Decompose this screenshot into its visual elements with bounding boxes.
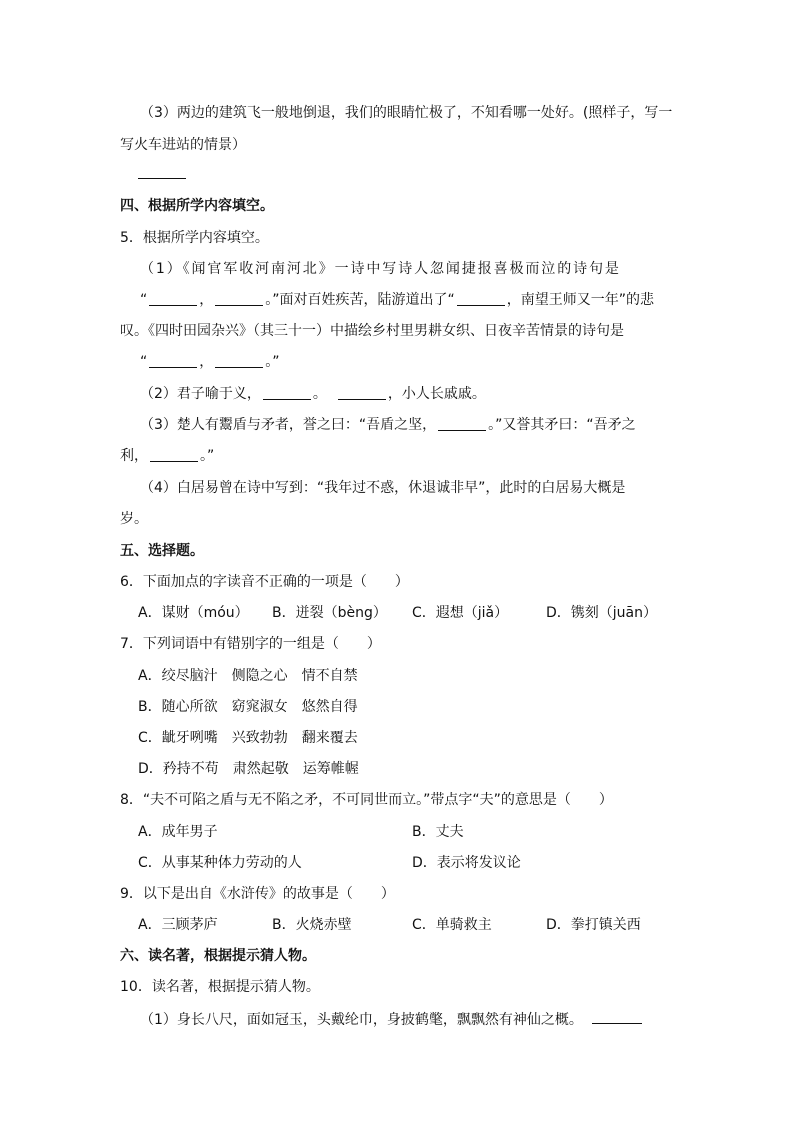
q5-2-c: ，小人长戚戚。 [387, 386, 486, 402]
q5-2-a: （2）君子喻于义， [140, 386, 261, 402]
answer-blank[interactable] [338, 385, 386, 400]
answer-blank[interactable] [150, 447, 198, 462]
q8-stem: 8．“夫不可陷之盾与无不陷之矛，不可同世而立。”带点字“夫”的意思是（ ） [120, 792, 613, 808]
q5-1-line2-c: 。”面对百姓疾苦，陆游道出了“ [265, 292, 455, 308]
answer-blank[interactable] [215, 353, 263, 368]
answer-blank[interactable] [138, 178, 186, 179]
q7-stem: 7．下列词语中有错别字的一组是（ ） [120, 636, 381, 652]
q7-option-b[interactable]: B．随心所欲 窈窕淑女 悠然自得 [138, 699, 358, 715]
q5-3-line2 [120, 446, 214, 466]
q6-option-d[interactable]: D．镌刻（juān） [546, 605, 657, 621]
q9-option-a[interactable]: A．三顾茅庐 [138, 917, 218, 933]
section4-heading: 四、根据所学内容填空。 [120, 198, 274, 214]
q5-3-line1-b: 。”又誉其矛曰：“吾矛之 [488, 417, 636, 433]
q6-option-b[interactable]: B．迸裂（bèng） [272, 605, 387, 621]
q5-1-line4-a: “ [140, 354, 148, 370]
q3-example-line1: （3）两边的建筑飞一般地倒退，我们的眼睛忙极了，不知看哪一处好。(照样子，写一 [140, 105, 673, 121]
q5-3-line1 [140, 415, 636, 435]
q6-option-c[interactable]: C．遐想（jiǎ） [412, 605, 509, 621]
q5-1-line2-d: ，南望王师又一年”的悲 [506, 292, 655, 308]
answer-blank[interactable] [215, 291, 263, 306]
q10-1-text: （1）身长八尺，面如冠玉，头戴纶巾，身披鹤氅，飘飘然有神仙之概。 [140, 1012, 583, 1028]
q8-option-d[interactable]: D．表示将发议论 [412, 855, 521, 871]
answer-blank[interactable] [149, 291, 197, 306]
q5-title: 5．根据所学内容填空。 [120, 230, 269, 246]
answer-blank[interactable] [263, 385, 311, 400]
q5-2-b: 。 [312, 386, 327, 402]
q6-stem: 6．下面加点的字读音不正确的一项是（ ） [120, 574, 409, 590]
q5-1-line2 [140, 290, 654, 310]
q5-1-line4-b: ， [199, 354, 214, 370]
section5-heading: 五、选择题。 [120, 543, 204, 559]
answer-blank[interactable] [457, 291, 505, 306]
q5-1-line2-b: ， [199, 292, 214, 308]
q5-1-line2-a: “ [140, 292, 148, 308]
section6-heading: 六、读名著，根据提示猜人物。 [120, 948, 316, 964]
q5-1-line4-c: 。” [265, 354, 280, 370]
answer-blank[interactable] [149, 353, 197, 368]
q8-option-c[interactable]: C．从事某种体力劳动的人 [138, 855, 302, 871]
q5-2 [140, 384, 486, 404]
q9-stem: 9．以下是出自《水浒传》的故事是（ ） [120, 886, 395, 902]
q5-1-line4 [140, 352, 280, 372]
q5-1-line1: （1）《闻官军收河南河北》一诗中写诗人忽闻捷报喜极而泣的诗句是 [140, 261, 621, 277]
q9-option-c[interactable]: C．单骑救主 [412, 917, 492, 933]
answer-blank[interactable] [592, 1009, 642, 1024]
q9-option-b[interactable]: B．火烧赤壁 [272, 917, 352, 933]
q8-option-a[interactable]: A．成年男子 [138, 824, 218, 840]
q5-4-line2: 岁。 [120, 511, 148, 527]
q3-example-line2: 写火车进站的情景） [120, 137, 246, 153]
q6-option-a[interactable]: A．谋财（móu） [138, 605, 249, 621]
q5-3-line2-a: 利， [120, 448, 148, 464]
q7-option-d[interactable]: D．矜持不苟 肃然起敬 运筹帷幄 [138, 761, 359, 777]
q5-3-line1-a: （3）楚人有鬻盾与矛者，誉之曰：“吾盾之坚， [140, 417, 437, 433]
q5-3-line2-b: 。” [200, 448, 215, 464]
q7-option-a[interactable]: A．绞尽脑汁 侧隐之心 情不自禁 [138, 668, 358, 684]
q5-4-line1: （4）白居易曾在诗中写到：“我年过不惑，休退诚非早”，此时的白居易大概是 [140, 480, 626, 496]
answer-blank[interactable] [438, 416, 486, 431]
q10-1 [140, 1009, 642, 1030]
q10-title: 10．读名著，根据提示猜人物。 [120, 979, 320, 995]
q8-option-b[interactable]: B．丈夫 [412, 824, 464, 840]
q5-1-line3: 叹。《四时田园杂兴》（其三十一）中描绘乡村里男耕女织、日夜辛苦情景的诗句是 [120, 323, 624, 339]
q7-option-c[interactable]: C．龇牙咧嘴 兴致勃勃 翻来覆去 [138, 730, 358, 746]
q9-option-d[interactable]: D．拳打镇关西 [546, 917, 641, 933]
